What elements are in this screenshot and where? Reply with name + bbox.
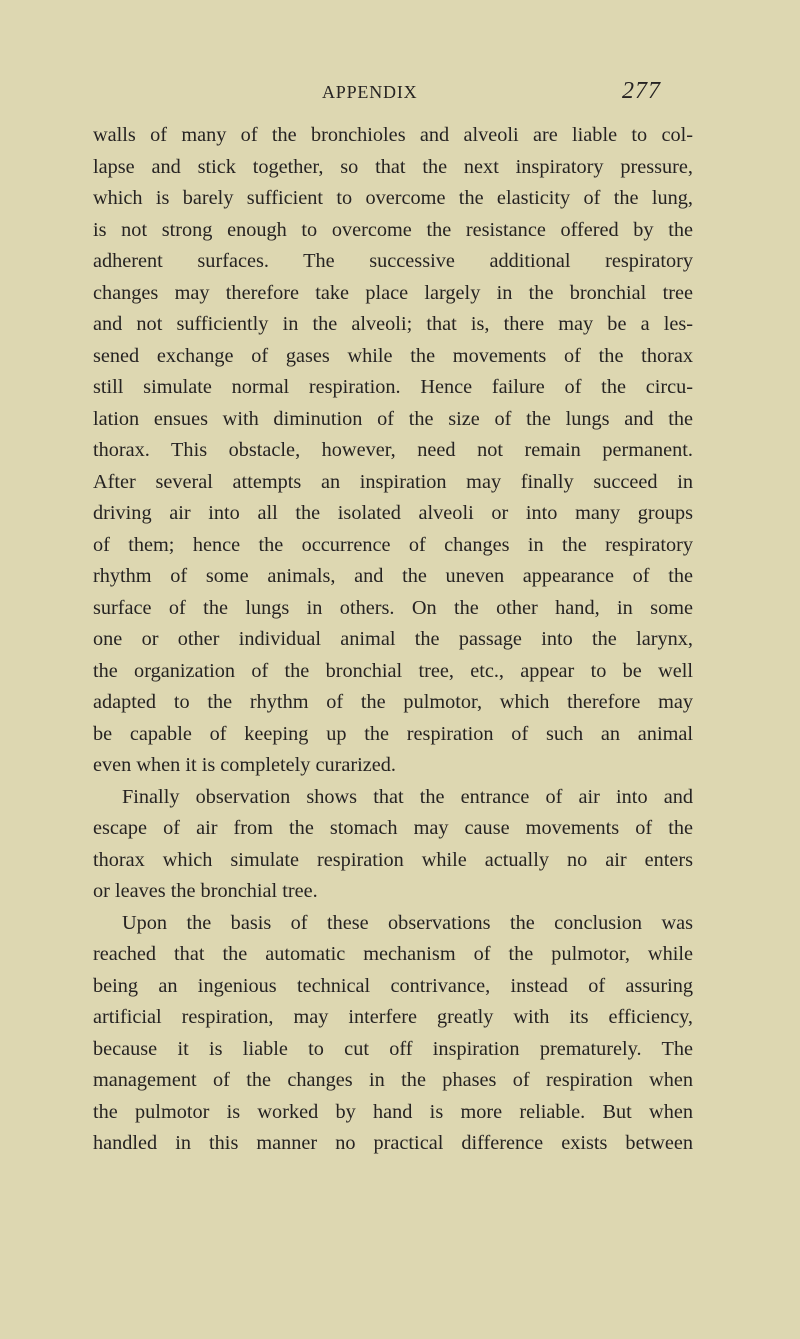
text-line: artificial respiration, may interfere greatly with its efficiency, [93, 1006, 693, 1028]
text-line: Upon the basis of these observations the conclusion was [122, 911, 693, 934]
text-line: thorax which simulate respiration while actually no air enters [93, 848, 693, 871]
text-line: Finally observation shows that the entrance of air into and [122, 785, 693, 808]
text-line: reached that the automatic mechanism of the pulmotor, while [93, 943, 693, 965]
text-line: the pulmotor is worked by hand is more reliable. But when [93, 1100, 693, 1123]
text-line: walls of many of the bronchioles and alveoli are liable to col- [93, 124, 693, 146]
text-line: rhythm of some animals, and the uneven appearance of the [93, 565, 693, 587]
text-line: management of the changes in the phases of respiration when [93, 1069, 693, 1091]
text-line: one or other individual animal the passage into the larynx, [93, 628, 693, 650]
text-line: even when it is completely curarized. [93, 754, 396, 776]
body-text [93, 120, 693, 1160]
text-line: handled in this manner no practical difference exists between [93, 1132, 693, 1154]
text-line: because it is liable to cut off inspiration prematurely. The [93, 1037, 693, 1060]
text-line: still simulate normal respiration. Hence failure of the circu- [93, 376, 693, 398]
text-line: sened exchange of gases while the movements of the thorax [93, 344, 693, 367]
running-head [0, 78, 800, 108]
text-line: changes may therefore take place largely in the bronchial tree [93, 281, 693, 304]
text-line: lation ensues with diminution of the size of the lungs and the [93, 407, 693, 430]
text-line: of them; hence the occurrence of changes in the respiratory [93, 533, 693, 556]
running-title: APPENDIX [322, 82, 418, 102]
text-line: lapse and stick together, so that the next inspiratory pressure, [93, 155, 693, 178]
text-line: driving air into all the isolated alveoli or into many groups [93, 502, 693, 524]
text-line: adapted to the rhythm of the pulmotor, which therefore may [93, 691, 693, 713]
text-line: the organization of the bronchial tree, etc., appear to be well [93, 659, 693, 682]
text-line: thorax. This obstacle, however, need not remain permanent. [93, 439, 693, 461]
text-line: adherent surfaces. The successive additional respiratory [93, 250, 693, 272]
text-line: being an ingenious technical contrivance, instead of assuring [93, 974, 693, 997]
text-line: is not strong enough to overcome the resistance offered by the [93, 218, 693, 241]
text-line: surface of the lungs in others. On the other hand, in some [93, 596, 693, 619]
text-line: or leaves the bronchial tree. [93, 880, 318, 902]
text-line: escape of air from the stomach may cause movements of the [93, 817, 693, 839]
text-line: After several attempts an inspiration may finally succeed in [93, 470, 693, 493]
text-line: be capable of keeping up the respiration of such an animal [93, 722, 693, 745]
text-line: and not sufficiently in the alveoli; that is, there may be a les- [93, 313, 693, 335]
text-line: which is barely sufficient to overcome the elasticity of the lung, [93, 187, 693, 209]
page-number: 277 [622, 78, 661, 104]
